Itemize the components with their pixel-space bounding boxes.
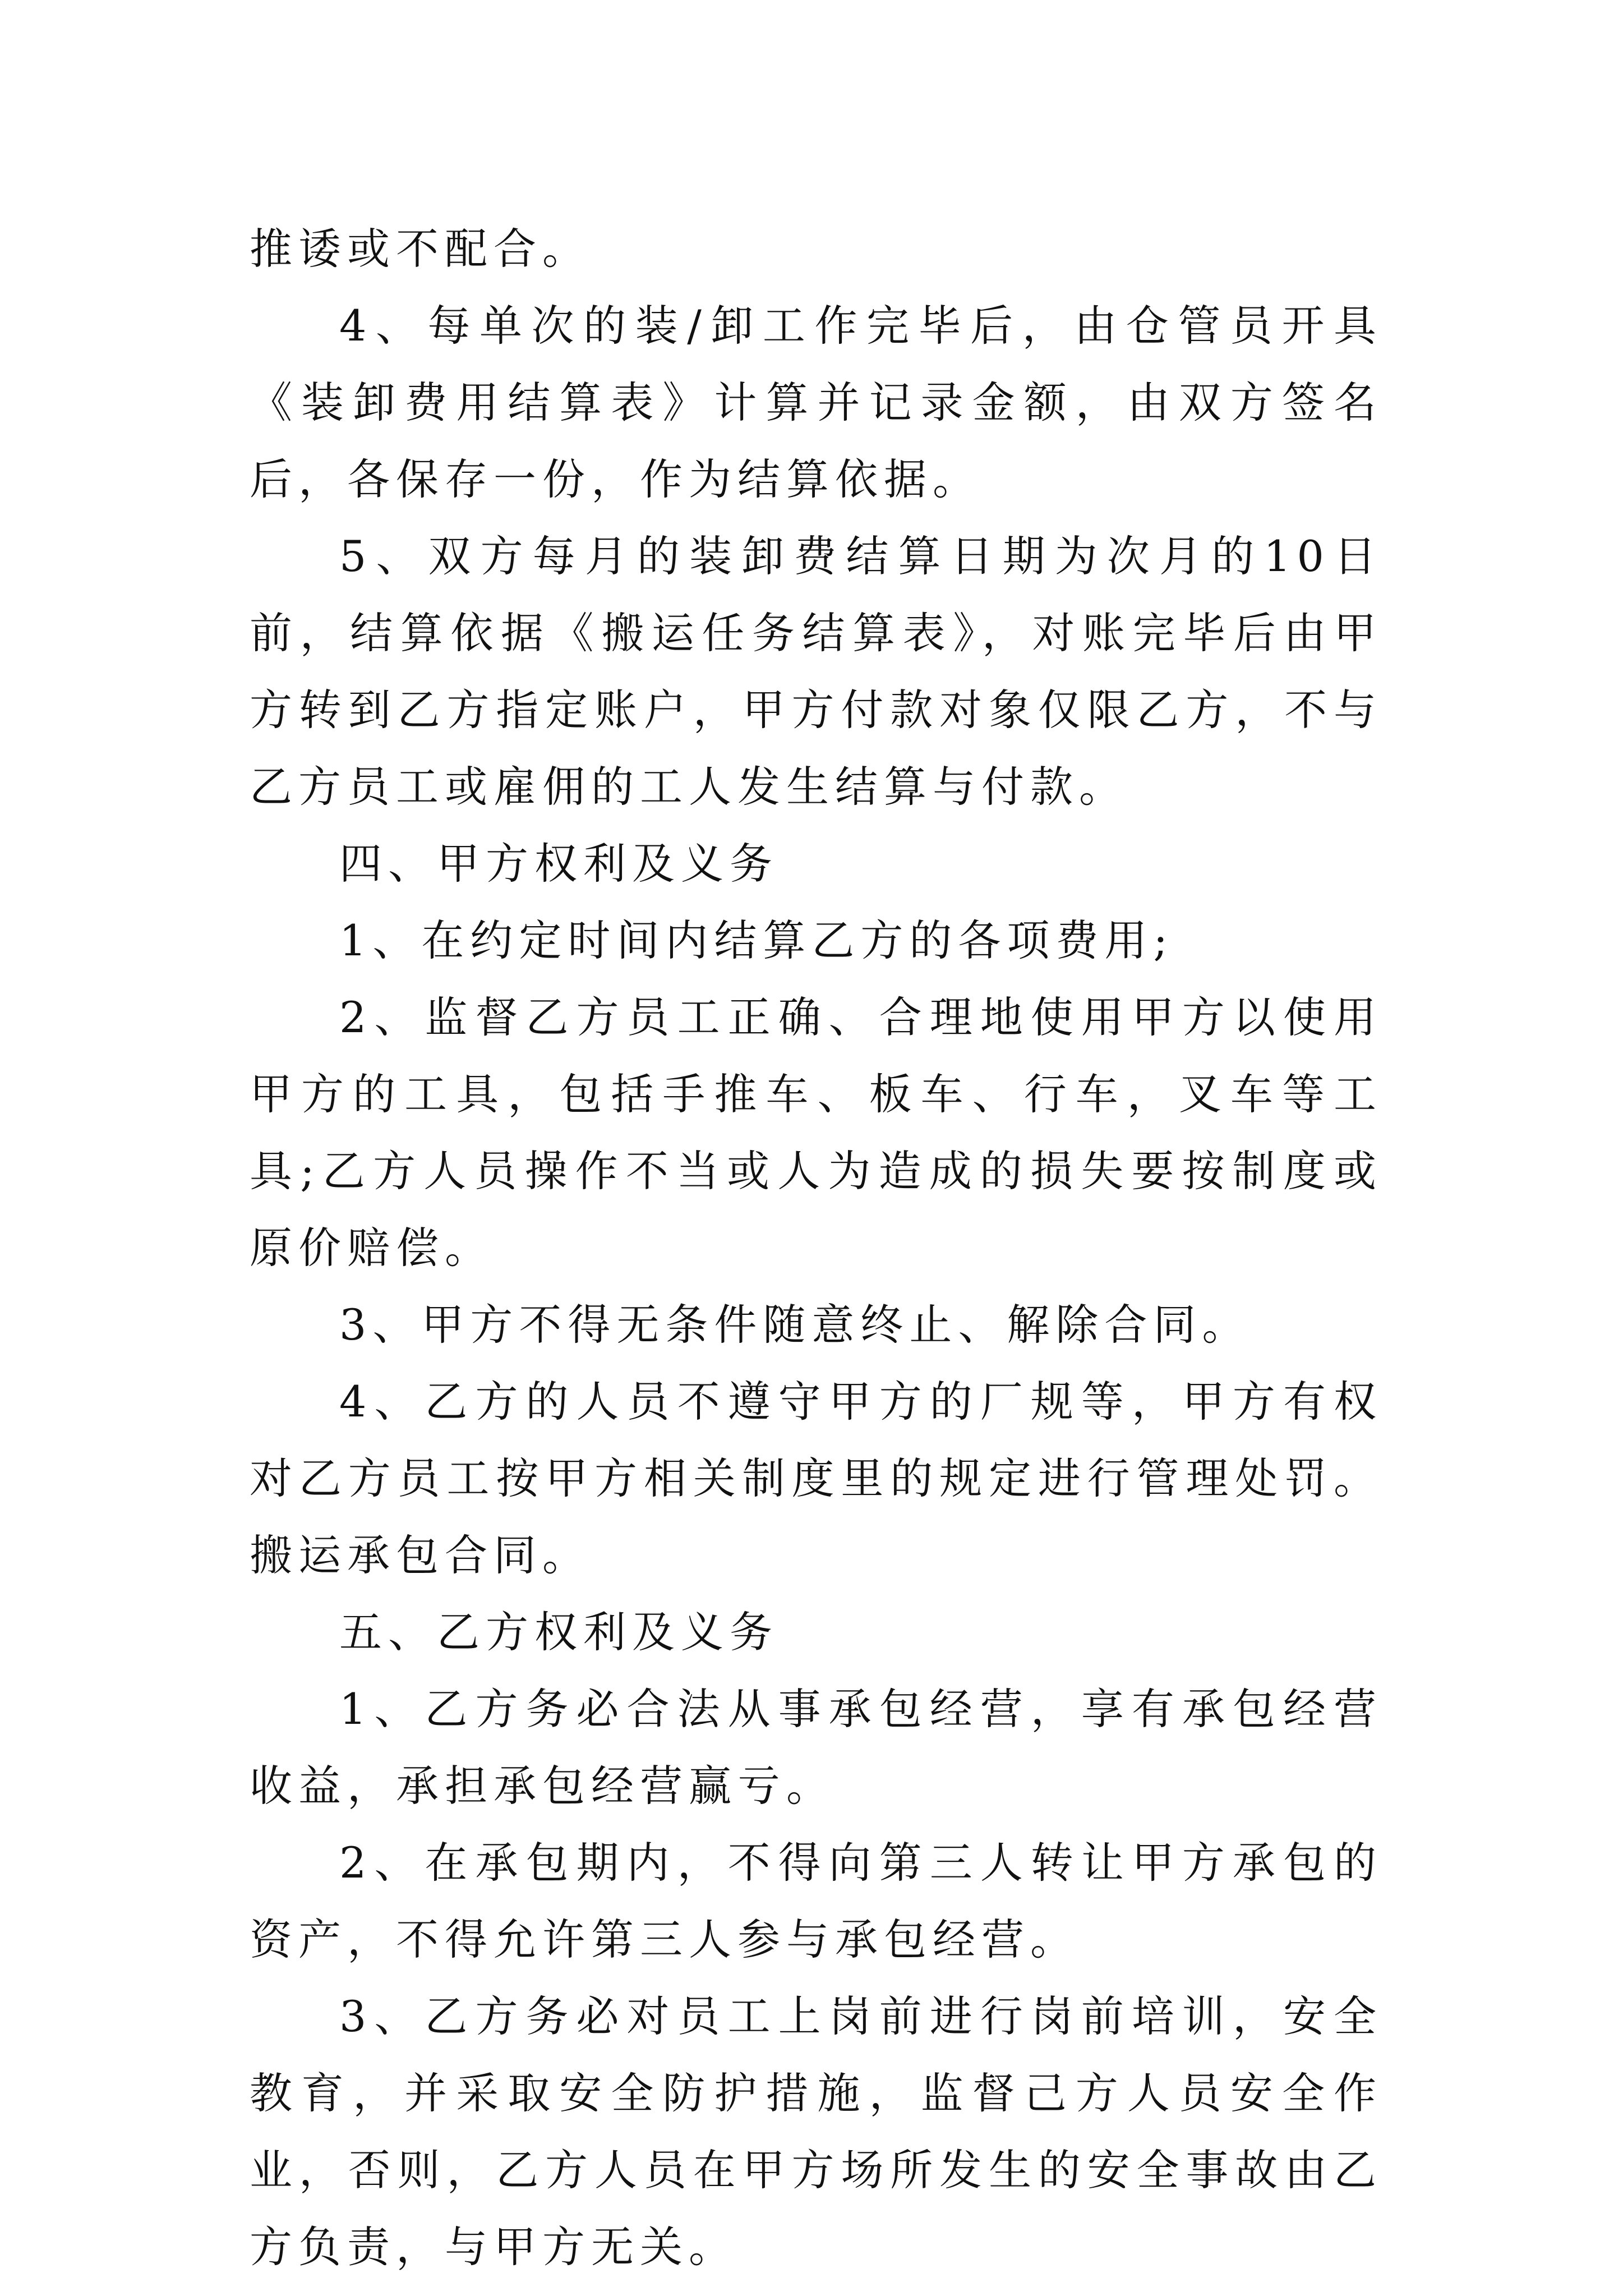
- paragraph-continuation: 推诿或不配合。: [250, 224, 591, 274]
- paragraph-clause-3-4: 4、每单次的装/卸工作完毕后，由仓管员开具《装卸费用结算表》计算并记录金额，由双方签名后，各保存一份，作为结算依据。: [250, 301, 1382, 504]
- paragraph-clause-3-5: 5、双方每月的装卸费结算日期为次月的10日前，结算依据《搬运任务结算表》，对账完毕后由甲方转到乙方指定账户，甲方付款对象仅限乙方，不与乙方员工或雇佣的工人发生结算与付款。: [250, 531, 1382, 812]
- paragraph-clause-4-4: 4、乙方的人员不遵守甲方的厂规等，甲方有权对乙方员工按甲方相关制度里的规定进行管理处罚。搬运承包合同。: [250, 1377, 1382, 1580]
- document-body: [250, 210, 1382, 2285]
- paragraph-clause-5-1: 1、乙方务必合法从事承包经营，享有承包经营收益，承担承包经营赢亏。: [250, 1684, 1382, 1811]
- paragraph-clause-5-2: 2、在承包期内，不得向第三人转让甲方承包的资产，不得允许第三人参与承包经营。: [250, 1838, 1382, 1964]
- paragraph-clause-5-3: 3、乙方务必对员工上岗前进行岗前培训，安全教育，并采取安全防护措施，监督己方人员安全作业，否则，乙方人员在甲方场所发生的安全事故由乙方负责，与甲方无关。: [250, 1991, 1382, 2272]
- section-heading-party-a: 四、甲方权利及义务: [339, 839, 778, 889]
- paragraph-clause-4-2: 2、监督乙方员工正确、合理地使用甲方以使用甲方的工具，包括手推车、板车、行车，叉车等工具;乙方人员操作不当或人为造成的损失要按制度或原价赔偿。: [250, 992, 1382, 1273]
- paragraph-clause-4-3: 3、甲方不得无条件随意终止、解除合同。: [339, 1300, 1251, 1350]
- section-heading-party-b: 五、乙方权利及义务: [339, 1607, 778, 1657]
- paragraph-clause-4-1: 1、在约定时间内结算乙方的各项费用;: [339, 915, 1174, 965]
